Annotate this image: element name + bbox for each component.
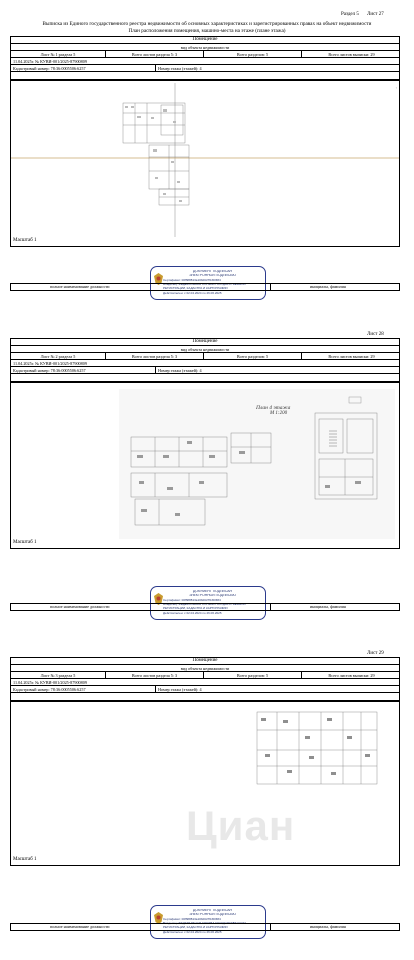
stamp-validity: Действителен: с 02.04.2024 по 26.06.2025 <box>163 931 222 934</box>
total-sections: Всего разделов: 5 <box>236 672 269 678</box>
document-title: Выписка из Единого государственного реестра недвижимости об основных характеристиках и зарегистрированных правах на объект недвижимости <box>42 21 372 27</box>
object-label: вид объекта недвижимости <box>180 44 230 50</box>
object-label-row <box>11 346 399 353</box>
sheet-info-row <box>11 51 399 58</box>
object-label: вид объекта недвижимости <box>180 346 230 352</box>
header-table <box>10 338 400 382</box>
sheet-info-row <box>11 353 399 360</box>
total-sections: Всего разделов: 5 <box>236 353 269 359</box>
floor-plan-drawing <box>11 81 399 239</box>
signature-row <box>10 923 400 931</box>
position-label: полное наименование должности <box>50 924 110 929</box>
cadastral-number: Кадастровый номер: 78:36:0005506:6257 <box>13 686 86 692</box>
cadastral-row <box>11 367 399 374</box>
name-label: инициалы, фамилия <box>310 284 346 289</box>
floor-plan-frame <box>10 701 400 866</box>
object-label-row <box>11 665 399 672</box>
watermark: Циан <box>186 802 296 849</box>
sheet-of-section: Лист № 3 раздела 5 <box>40 672 76 678</box>
document-subtitle: План расположения помещения, машино-места на этаже (плане этажа) <box>128 28 286 34</box>
stamp-line-2: ЭЛЕКТРОННОЙ ПОДПИСЬЮ <box>189 913 236 916</box>
date-row <box>11 58 399 65</box>
stamp-certificate: Сертификат: 00ff9f8813a10b00d7f1f00f0f4 <box>163 279 221 282</box>
object-type: Помещение <box>192 658 218 663</box>
date-row <box>11 679 399 686</box>
extract-number: 11.04.2025г. № КУВИ-001/2025-87900809 <box>13 679 87 685</box>
name-label: инициалы, фамилия <box>310 604 346 609</box>
object-type-row <box>11 658 399 665</box>
floor-plan-frame <box>10 80 400 247</box>
floor-plan-drawing <box>247 706 393 796</box>
name-label: инициалы, фамилия <box>310 924 346 929</box>
floor-number: Номер этажа (этажей): 4 <box>158 686 202 692</box>
stamp-owner: Владелец: ФЕДЕРАЛЬНАЯ СЛУЖБА ГОСУДАРСТВЕННОЙ <box>163 922 246 925</box>
cadastral-number: Кадастровый номер: 78:36:0005506:6257 <box>13 65 86 71</box>
position-label: полное наименование должности <box>50 284 110 289</box>
floor-plan-frame <box>10 382 400 549</box>
header-table <box>10 36 400 80</box>
cadastral-row <box>11 686 399 693</box>
stamp-owner: Владелец: ФЕДЕРАЛЬНАЯ СЛУЖБА ГОСУДАРСТВЕННОЙ <box>163 603 246 606</box>
stamp-line-1: ДОКУМЕНТ ПОДПИСАН <box>193 270 232 273</box>
object-type-row <box>11 339 399 346</box>
total-sheets: Всего листов выписки: 29 <box>328 353 375 359</box>
stamp-certificate: Сертификат: 00ff9f8813a10b00d7f1f00f0f4 <box>163 918 221 921</box>
sheet-of-section: Лист № 1 раздела 5 <box>40 51 76 57</box>
sheet-number: Лист 28 <box>367 332 384 337</box>
stamp-owner: Владелец: ФЕДЕРАЛЬНАЯ СЛУЖБА ГОСУДАРСТВЕННОЙ <box>163 283 246 286</box>
floor-number: Номер этажа (этажей): 4 <box>158 65 202 71</box>
sheet-number: Лист 27 <box>367 12 384 17</box>
stamp-owner-2: РЕГИСТРАЦИИ, КАДАСТРА И КАРТОГРАФИИ <box>163 607 228 610</box>
section-number: Раздел 5 <box>341 12 359 17</box>
cadastral-number: Кадастровый номер: 78:36:0005506:6257 <box>13 367 86 373</box>
floor-number: Номер этажа (этажей): 4 <box>158 367 202 373</box>
plan-note: План 4 этажа <box>256 405 291 411</box>
stamp-line-2: ЭЛЕКТРОННОЙ ПОДПИСЬЮ <box>189 274 236 277</box>
sheet-info-row <box>11 672 399 679</box>
sheet-number: Лист 29 <box>367 651 384 656</box>
position-label: полное наименование должности <box>50 604 110 609</box>
stamp-line-1: ДОКУМЕНТ ПОДПИСАН <box>193 590 232 593</box>
stamp-certificate: Сертификат: 00ff9f8813a10b00d7f1f00f0f4 <box>163 599 221 602</box>
stamp-line-2: ЭЛЕКТРОННОЙ ПОДПИСЬЮ <box>189 594 236 597</box>
date-row <box>11 360 399 367</box>
plan-scale: Масштаб 1 <box>13 238 37 243</box>
total-sheets: Всего листов выписки: 29 <box>328 51 375 57</box>
extract-number: 11.04.2025г. № КУВИ-001/2025-87900809 <box>13 360 87 366</box>
sheet-of-section: Лист № 2 раздела 5 <box>40 353 76 359</box>
stamp-owner-2: РЕГИСТРАЦИИ, КАДАСТРА И КАРТОГРАФИИ <box>163 926 228 929</box>
plan-scale: Масштаб 1 <box>13 540 37 545</box>
plan-scale: Масштаб 1 <box>13 857 37 862</box>
object-type: Помещение <box>192 37 218 42</box>
cadastral-row <box>11 65 399 72</box>
object-type: Помещение <box>192 339 218 344</box>
stamp-owner-2: РЕГИСТРАЦИИ, КАДАСТРА И КАРТОГРАФИИ <box>163 287 228 290</box>
extract-number: 11.04.2025г. № КУВИ-001/2025-87900809 <box>13 58 87 64</box>
total-sections: Всего разделов: 5 <box>236 51 269 57</box>
header-table <box>10 657 400 701</box>
stamp-validity: Действителен: с 02.04.2024 по 26.06.2025 <box>163 612 222 615</box>
e-signature-stamp <box>150 905 266 939</box>
section-total-sheets: Всего листов раздела 5: 3 <box>131 353 178 359</box>
signature-row <box>10 283 400 291</box>
object-label-row <box>11 44 399 51</box>
svg-text:↑: ↑ <box>395 86 397 90</box>
plan-note-scale: М 1:200 <box>270 411 288 416</box>
total-sheets: Всего листов выписки: 29 <box>328 672 375 678</box>
signature-row <box>10 603 400 611</box>
object-label: вид объекта недвижимости <box>180 665 230 671</box>
stamp-line-1: ДОКУМЕНТ ПОДПИСАН <box>193 909 232 912</box>
stamp-validity: Действителен: с 02.04.2024 по 26.06.2025 <box>163 292 222 295</box>
object-type-row <box>11 37 399 44</box>
section-total-sheets: Всего листов раздела 5: 3 <box>131 51 178 57</box>
floor-plan-drawing <box>119 389 395 539</box>
section-total-sheets: Всего листов раздела 5: 3 <box>131 672 178 678</box>
